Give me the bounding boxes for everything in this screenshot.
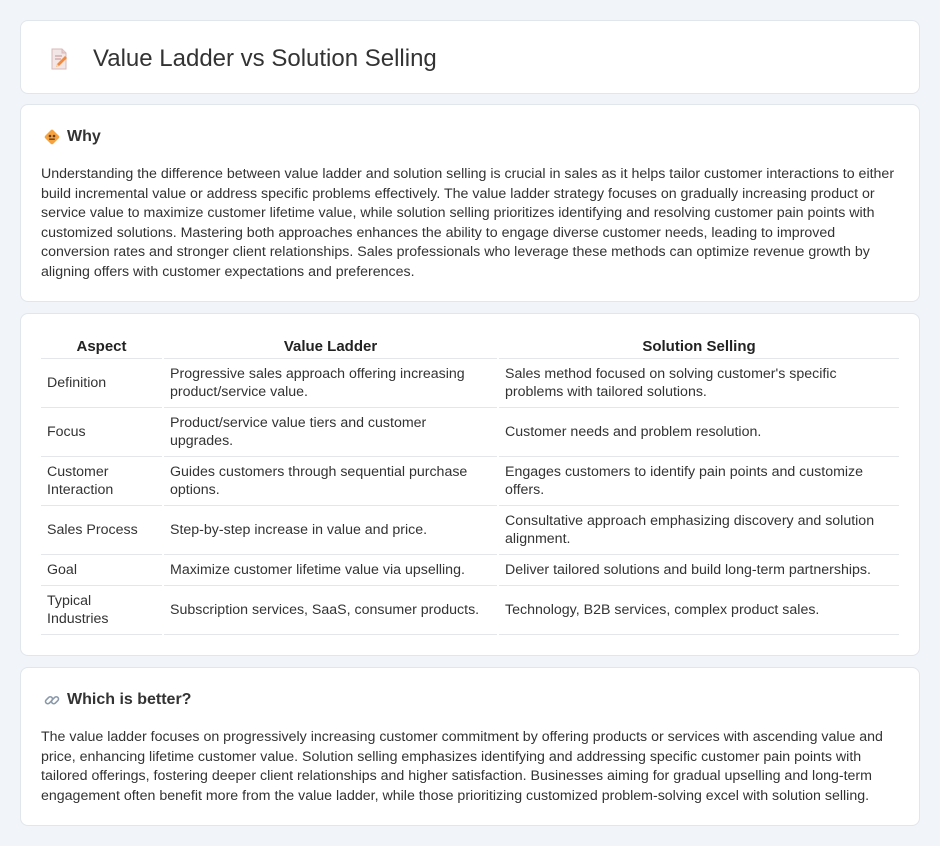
aspect-cell: Sales Process: [41, 505, 163, 554]
value-ladder-cell: Progressive sales approach offering increasing product/service value.: [163, 358, 498, 407]
aspect-cell: Focus: [41, 407, 163, 456]
comparison-table: [41, 336, 899, 635]
solution-selling-cell: Sales method focused on solving customer's specific problems with tailored solutions.: [498, 358, 899, 407]
link-icon: [43, 691, 61, 709]
solution-selling-cell: Customer needs and problem resolution.: [498, 407, 899, 456]
why-heading-row: [43, 127, 101, 147]
solution-selling-cell: Engages customers to identify pain points and customize offers.: [498, 456, 899, 505]
value-ladder-cell: Step-by-step increase in value and price.: [163, 505, 498, 554]
table-row: [41, 407, 899, 456]
diamond-sign-icon: [43, 128, 61, 146]
column-header-aspect: Aspect: [41, 336, 163, 358]
table-row: [41, 585, 899, 634]
solution-selling-cell: Consultative approach emphasizing discovery and solution alignment.: [498, 505, 899, 554]
table-row: [41, 505, 899, 554]
value-ladder-cell: Product/service value tiers and customer upgrades.: [163, 407, 498, 456]
comparison-table-card: [20, 313, 920, 656]
column-header-value-ladder: Value Ladder: [163, 336, 498, 358]
aspect-cell: Definition: [41, 358, 163, 407]
document-pencil-icon: [47, 47, 71, 71]
value-ladder-cell: Guides customers through sequential purchase options.: [163, 456, 498, 505]
table-row: [41, 358, 899, 407]
solution-selling-cell: Deliver tailored solutions and build long-term partnerships.: [498, 554, 899, 585]
column-header-solution-selling: Solution Selling: [498, 336, 899, 358]
table-row: [41, 554, 899, 585]
better-heading: Which is better?: [67, 691, 192, 708]
page-title: Value Ladder vs Solution Selling: [93, 45, 437, 72]
title-card: [20, 20, 920, 94]
value-ladder-cell: Maximize customer lifetime value via upselling.: [163, 554, 498, 585]
table-row: [41, 456, 899, 505]
solution-selling-cell: Technology, B2B services, complex product sales.: [498, 585, 899, 634]
aspect-cell: Typical Industries: [41, 585, 163, 634]
why-section: [20, 104, 920, 302]
better-paragraph: The value ladder focuses on progressively increasing customer commitment by offering products or services with ascending value and price, enhancing lifetime customer value. Solution selling emphasizes identifying and addressing specific customer pain points with tailored offerings, fostering deeper client relationships and higher satisfaction. Businesses aiming for gradual upselling and long-term engagement often benefit more from the value ladder, while those prioritizing customized problem-solving excel with solution selling.: [41, 729, 883, 804]
aspect-cell: Customer Interaction: [41, 456, 163, 505]
value-ladder-cell: Subscription services, SaaS, consumer products.: [163, 585, 498, 634]
better-heading-row: [43, 690, 191, 710]
aspect-cell: Goal: [41, 554, 163, 585]
table-header-row: [41, 336, 899, 358]
which-is-better-section: [20, 667, 920, 826]
why-paragraph: Understanding the difference between value ladder and solution selling is crucial in sales as it helps tailor customer interactions to either build incremental value or address specific problems effectively. The value ladder strategy focuses on gradually increasing product or service value to maximize customer lifetime value, while solution selling prioritizes identifying and resolving customer pain points with customized solutions. Mastering both approaches enhances the ability to engage diverse customer needs, leading to improved conversion rates and stronger client relationships. Sales professionals who leverage these methods can optimize revenue growth by aligning offers with customer expectations and preferences.: [41, 166, 895, 280]
why-heading: Why: [67, 128, 101, 145]
